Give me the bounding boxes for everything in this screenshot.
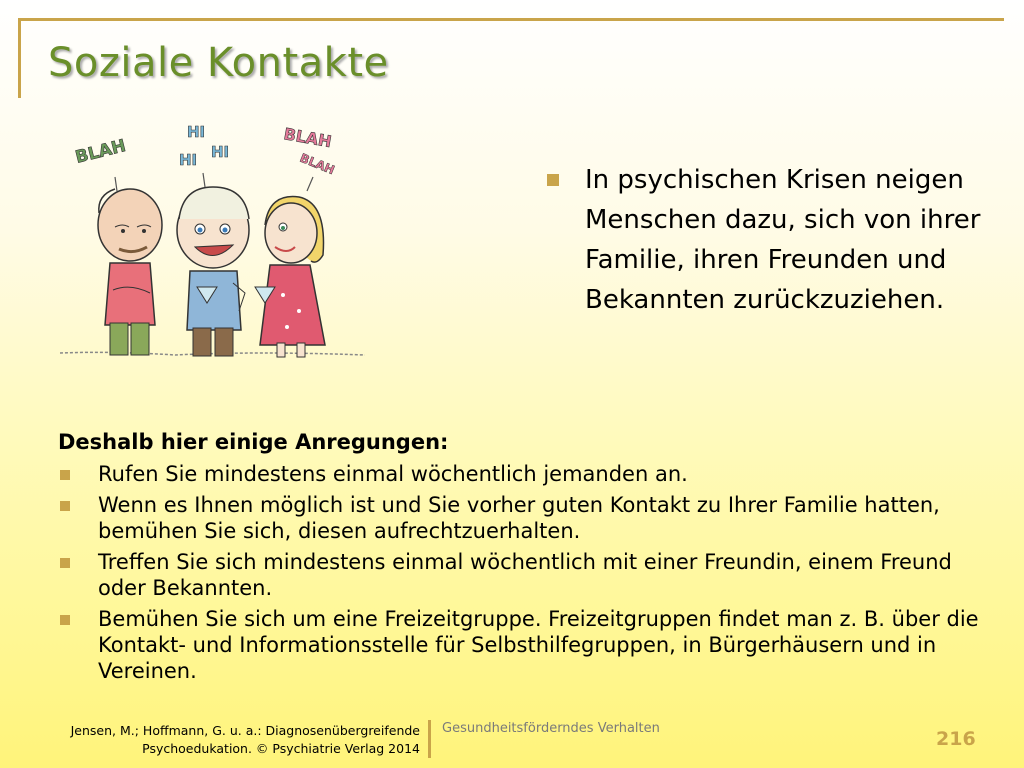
bullet-square-icon (547, 174, 559, 186)
person-curly-hair (177, 187, 249, 356)
page-number: 216 (936, 728, 976, 750)
speech-blah-right-1: BLAH (282, 124, 334, 152)
speech-blah-left: BLAH (73, 136, 128, 168)
suggestion-text: Bemühen Sie sich um eine Freizeitgruppe. Freizeitgruppen findet man z. B. über die Kontakt- und Informationsstelle für Selbsthilfegruppen, in Bürgerhäusern und in Vereinen. (98, 607, 979, 683)
suggestions-section (58, 428, 988, 684)
speech-hi-1: HI (187, 123, 206, 141)
list-item (58, 606, 988, 684)
citation-line-2: Psychoedukation. © Psychiatrie Verlag 2014 (142, 741, 420, 756)
person-bald-man (98, 189, 162, 355)
suggestion-text: Treffen Sie sich mindestens einmal wöchentlich mit einer Freundin, einem Freund oder Bekannten. (98, 550, 952, 600)
slide-title: Soziale Kontakte (48, 40, 389, 86)
person-blonde-woman (255, 197, 325, 357)
list-item (58, 549, 988, 601)
speech-hi-2: HI (179, 151, 198, 169)
intro-bullet-list (545, 160, 1015, 320)
suggestion-text: Rufen Sie mindestens einmal wöchentlich jemanden an. (98, 462, 688, 486)
list-item (58, 492, 988, 544)
suggestion-text: Wenn es Ihnen möglich ist und Sie vorher guten Kontakt zu Ihrer Familie hatten, bemühen Sie sich, diesen aufrechtzuerhalten. (98, 493, 940, 543)
footer-topic: Gesundheitsförderndes Verhalten (442, 721, 660, 736)
intro-bullet (545, 160, 1015, 320)
bullet-square-icon (60, 470, 70, 480)
footer-divider (428, 720, 431, 758)
footer-citation (60, 722, 420, 758)
speech-blah-right-2: BLAH (297, 150, 337, 178)
bullet-square-icon (60, 615, 70, 625)
top-frame-line (18, 18, 1004, 21)
intro-bullet-text: In psychischen Krisen neigen Menschen dazu, sich von ihrer Familie, ihren Freunden und Bekannten zurückzuziehen. (585, 165, 981, 315)
suggestions-list (58, 461, 988, 684)
bullet-square-icon (60, 558, 70, 568)
left-frame-line (18, 18, 21, 98)
list-item (58, 461, 988, 487)
people-chatting-illustration (55, 115, 370, 380)
speech-hi-3: HI (211, 143, 230, 161)
bullet-square-icon (60, 501, 70, 511)
suggestions-heading: Deshalb hier einige Anregungen: (58, 430, 449, 454)
citation-line-1: Jensen, M.; Hoffmann, G. u. a.: Diagnosenübergreifende (70, 723, 420, 738)
